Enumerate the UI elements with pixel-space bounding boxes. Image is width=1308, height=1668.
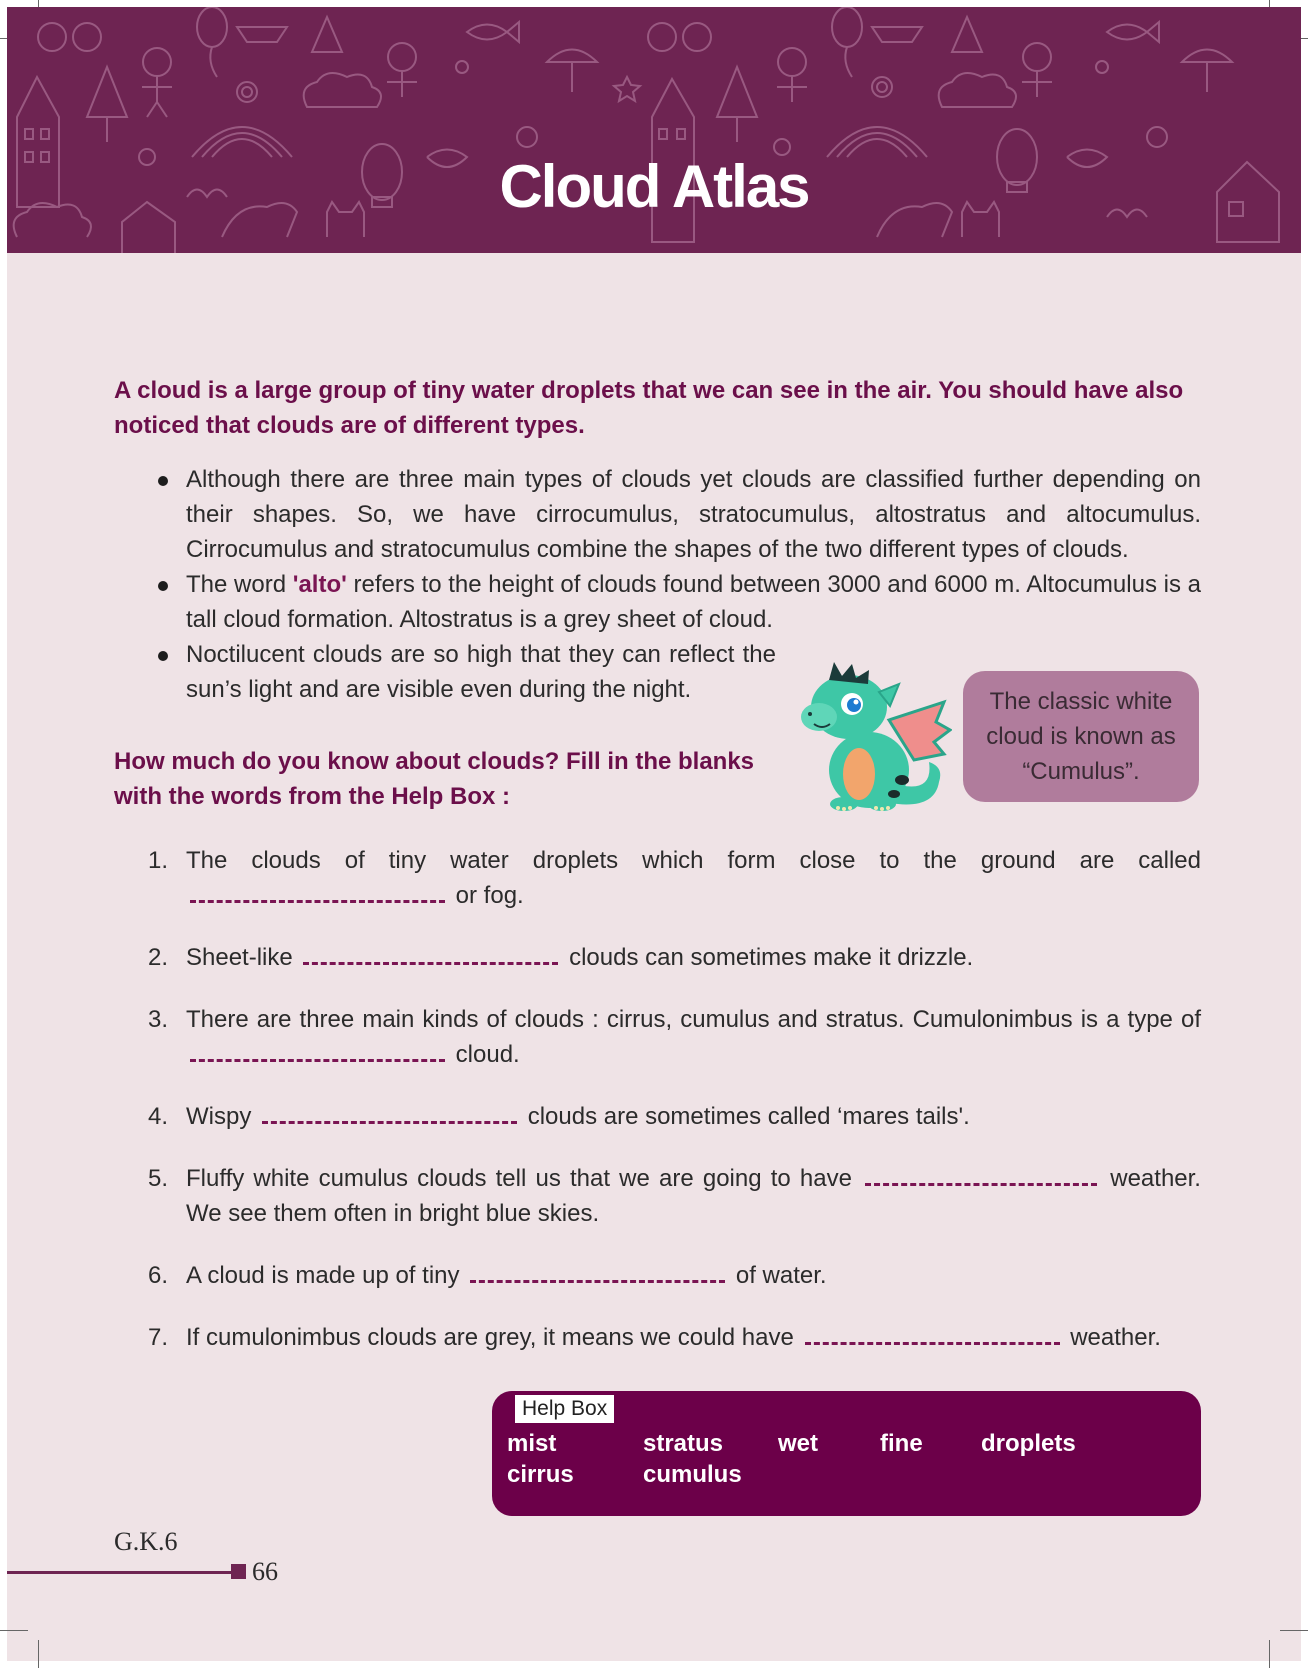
answer-blank[interactable] — [262, 1101, 517, 1124]
fill-in-blanks-list — [114, 843, 1201, 1382]
help-box — [492, 1391, 1201, 1516]
answer-blank[interactable] — [470, 1260, 725, 1283]
answer-blank[interactable] — [190, 1039, 445, 1062]
question-item — [114, 1002, 1201, 1072]
question-number: 2. — [148, 944, 169, 971]
fact-text: Noctilucent clouds are so high that they can reflect the sun’s light and are visible even during the night. — [186, 641, 776, 703]
help-word: fine — [880, 1430, 923, 1457]
question-item — [114, 843, 1201, 913]
dragon-illustration — [794, 662, 952, 814]
question-item — [114, 940, 1201, 975]
answer-blank[interactable] — [303, 942, 558, 965]
page-number: 66 — [252, 1557, 278, 1586]
question-text: or fog. — [455, 882, 524, 909]
title-banner — [7, 7, 1301, 253]
question-text: Fluffy white cumulus clouds tell us that we are going to have — [186, 1165, 852, 1192]
question-number: 4. — [148, 1103, 169, 1130]
help-word: stratus — [643, 1430, 724, 1457]
answer-blank[interactable] — [865, 1163, 1097, 1186]
question-text: Wispy — [186, 1103, 252, 1130]
question-text: If cumulonimbus clouds are grey, it means we could have — [186, 1324, 794, 1351]
question-number: 3. — [148, 1006, 169, 1033]
bubble-text: The classic white cloud is known as “Cumulus”. — [986, 688, 1176, 785]
question-number: 5. — [148, 1165, 169, 1192]
fact-item — [114, 462, 1201, 567]
help-word: wet — [778, 1430, 819, 1457]
question-number: 1. — [148, 847, 169, 874]
footer-marker — [231, 1564, 246, 1579]
answer-blank[interactable] — [190, 880, 445, 903]
question-item — [114, 1161, 1201, 1231]
question-text: weather. We see them often in bright blue skies. — [186, 1165, 1201, 1227]
crop-mark — [0, 1630, 28, 1631]
question-text: of water. — [735, 1262, 827, 1289]
help-word: mist — [507, 1430, 557, 1457]
question-text: clouds can sometimes make it drizzle. — [569, 944, 974, 971]
question-item — [114, 1258, 1201, 1293]
fact-item — [114, 637, 776, 707]
exercise-instruction: How much do you know about clouds? Fill in the blanks with the words from the Help Box : — [114, 748, 755, 810]
worksheet-page — [7, 7, 1301, 1661]
crop-mark — [1269, 1640, 1270, 1668]
answer-blank[interactable] — [805, 1322, 1060, 1345]
fact-text: refers to the height of clouds found between 3000 and 6000 m. Altocumulus is a tall cloud formation. Altostratus is a grey sheet of cloud. — [186, 571, 1201, 633]
question-number: 6. — [148, 1262, 169, 1289]
crop-mark — [38, 1640, 39, 1668]
question-text: A cloud is made up of tiny — [186, 1262, 460, 1289]
question-text: The clouds of tiny water droplets which form close to the ground are called — [186, 847, 1201, 874]
book-code: G.K.6 — [114, 1527, 178, 1556]
help-word: cumulus — [643, 1461, 742, 1488]
crop-mark — [1280, 1630, 1308, 1631]
footer-rule — [7, 1571, 231, 1574]
question-text: weather. — [1070, 1324, 1161, 1351]
question-item — [114, 1099, 1201, 1134]
help-word: droplets — [981, 1430, 1076, 1457]
intro-text: A cloud is a large group of tiny water droplets that we can see in the air. You should have also noticed that clouds are of different types. — [114, 377, 1184, 439]
question-text: clouds are sometimes called ‘mares tails'. — [527, 1103, 970, 1130]
help-word: cirrus — [507, 1461, 574, 1488]
question-number: 7. — [148, 1324, 169, 1351]
cumulus-fact-bubble — [963, 671, 1199, 802]
question-text: Sheet-like — [186, 944, 293, 971]
fact-text: Although there are three main types of clouds yet clouds are classified further depending on their shapes. So, we have cirrocumulus, stratocumulus, altostratus and altocumulus. Cirrocumulus and stratocumulus combine the shapes of the two different types of clouds. — [186, 466, 1201, 563]
fact-item — [114, 567, 1201, 637]
question-text: There are three main kinds of clouds : cirrus, cumulus and stratus. Cumulonimbus is a type of — [186, 1006, 1201, 1033]
alto-term: 'alto' — [292, 571, 347, 598]
question-text: cloud. — [455, 1041, 520, 1068]
question-item — [114, 1320, 1201, 1355]
help-box-label: Help Box — [515, 1395, 614, 1423]
fact-text: The word — [186, 571, 293, 598]
page-title: Cloud Atlas — [499, 153, 809, 220]
